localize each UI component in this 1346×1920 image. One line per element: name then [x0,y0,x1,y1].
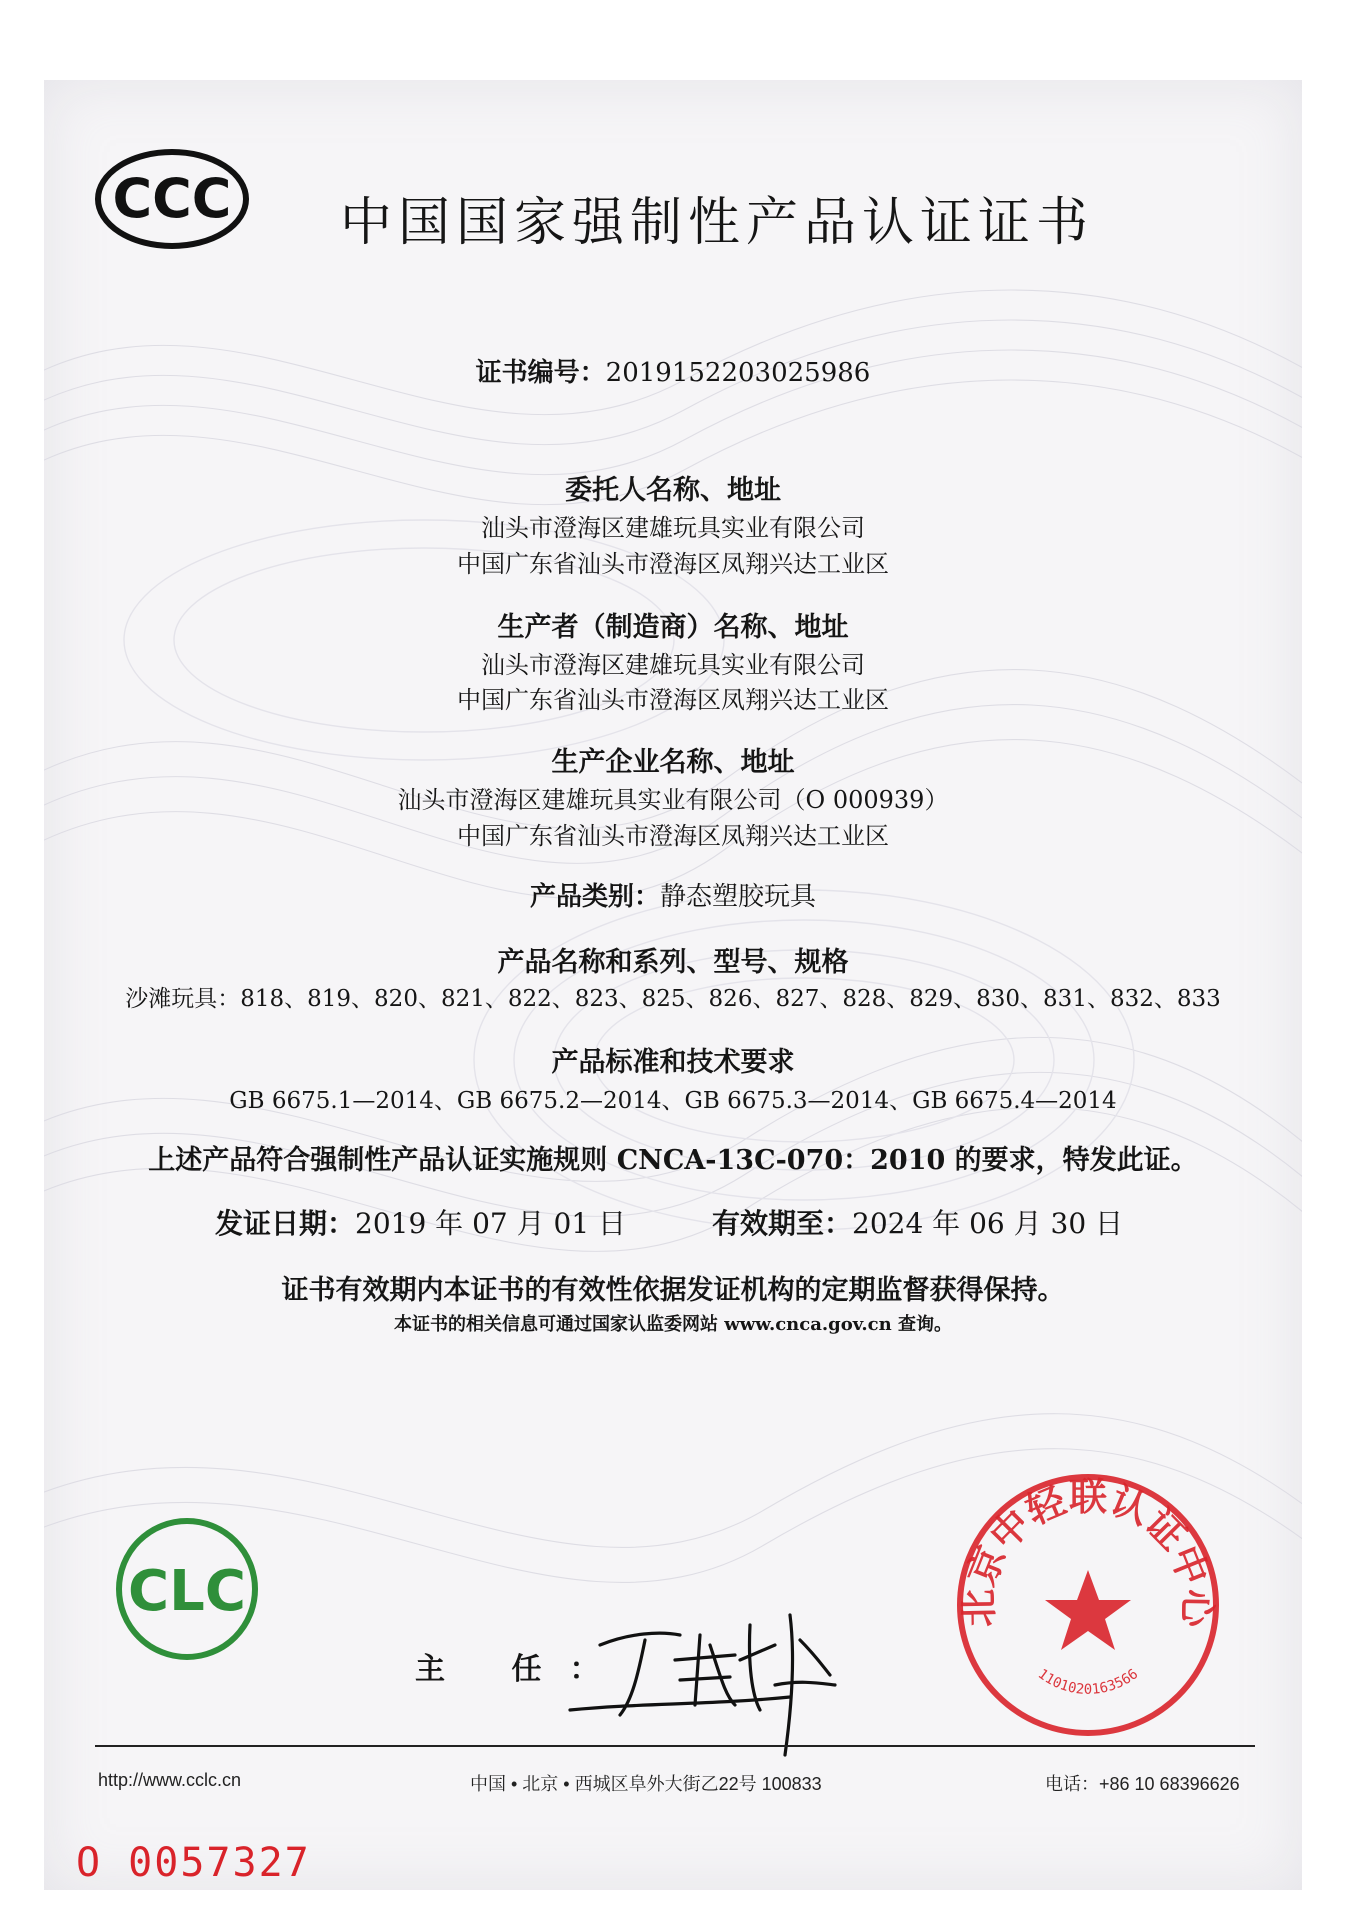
svg-text:CCC: CCC [112,167,232,230]
expiry-date [712,1202,1123,1242]
certificate-number-value: 2019152203025986 [605,358,871,388]
product-models-value: 沙滩玩具：818、819、820、821、822、823、825、826、827、828、829、830、831、832、833 [125,986,1221,1012]
factory-address: 中国广东省汕头市澄海区凤翔兴达工业区 [457,822,889,850]
manufacturer-name: 汕头市澄海区建雄玩具实业有限公司 [481,651,865,679]
product-category-value: 静态塑胶玩具 [660,882,817,912]
product-category [0,876,1346,913]
manufacturer-heading: 生产者（制造商）名称、地址 [497,612,849,643]
validity-note: 证书有效期内本证书的有效性依据发证机构的定期监督获得保持。 [281,1275,1065,1306]
svg-text:1101020163566: 1101020163566 [1034,1666,1142,1698]
ccc-logo [92,147,252,251]
clc-logo [112,1514,262,1664]
conformity-statement: 上述产品符合强制性产品认证实施规则 CNCA-13C-070：2010 的要求，特发此证。 [148,1145,1198,1176]
manufacturer-address: 中国广东省汕头市澄海区凤翔兴达工业区 [457,686,889,714]
certificate-number-label: 证书编号： [475,358,606,388]
issue-date [215,1202,626,1242]
applicant-heading: 委托人名称、地址 [565,475,781,506]
expiry-date-value: 2024 年 06 月 30 日 [852,1207,1124,1240]
factory-heading: 生产企业名称、地址 [551,747,795,778]
svg-text:CLC: CLC [128,1559,246,1624]
footer-divider [95,1745,1255,1747]
director-label: 主 任： [415,1652,628,1687]
product-category-label: 产品类别： [529,882,660,912]
director-signature [560,1585,850,1760]
serial-number: O 0057327 [76,1840,311,1886]
certificate-title: 中国国家强制性产品认证证书 [340,193,1095,253]
standards-value: GB 6675.1—2014、GB 6675.2—2014、GB 6675.3—2014、GB 6675.4—2014 [229,1088,1117,1114]
svg-text:北京中轻联认证中心: 北京中轻联认证中心 [956,1475,1220,1628]
issue-date-value: 2019 年 07 月 01 日 [355,1207,627,1240]
applicant-address: 中国广东省汕头市澄海区凤翔兴达工业区 [457,550,889,578]
expiry-date-label: 有效期至： [712,1207,853,1240]
footer-address: 中国 • 北京 • 西城区阜外大街乙22号 100833 [470,1774,822,1794]
certificate-number [0,352,1346,389]
query-note: 本证书的相关信息可通过国家认监委网站 www.cnca.gov.cn 查询。 [394,1314,952,1335]
standards-heading: 产品标准和技术要求 [551,1047,795,1078]
footer-phone: 电话：+86 10 68396626 [1045,1774,1240,1794]
product-models-heading: 产品名称和系列、型号、规格 [497,947,849,978]
applicant-name: 汕头市澄海区建雄玩具实业有限公司 [481,514,865,542]
issue-date-label: 发证日期： [215,1207,356,1240]
factory-name: 汕头市澄海区建雄玩具实业有限公司（O 000939） [397,786,949,814]
certification-seal [953,1470,1223,1740]
footer-website[interactable]: http://www.cclc.cn [98,1770,242,1790]
